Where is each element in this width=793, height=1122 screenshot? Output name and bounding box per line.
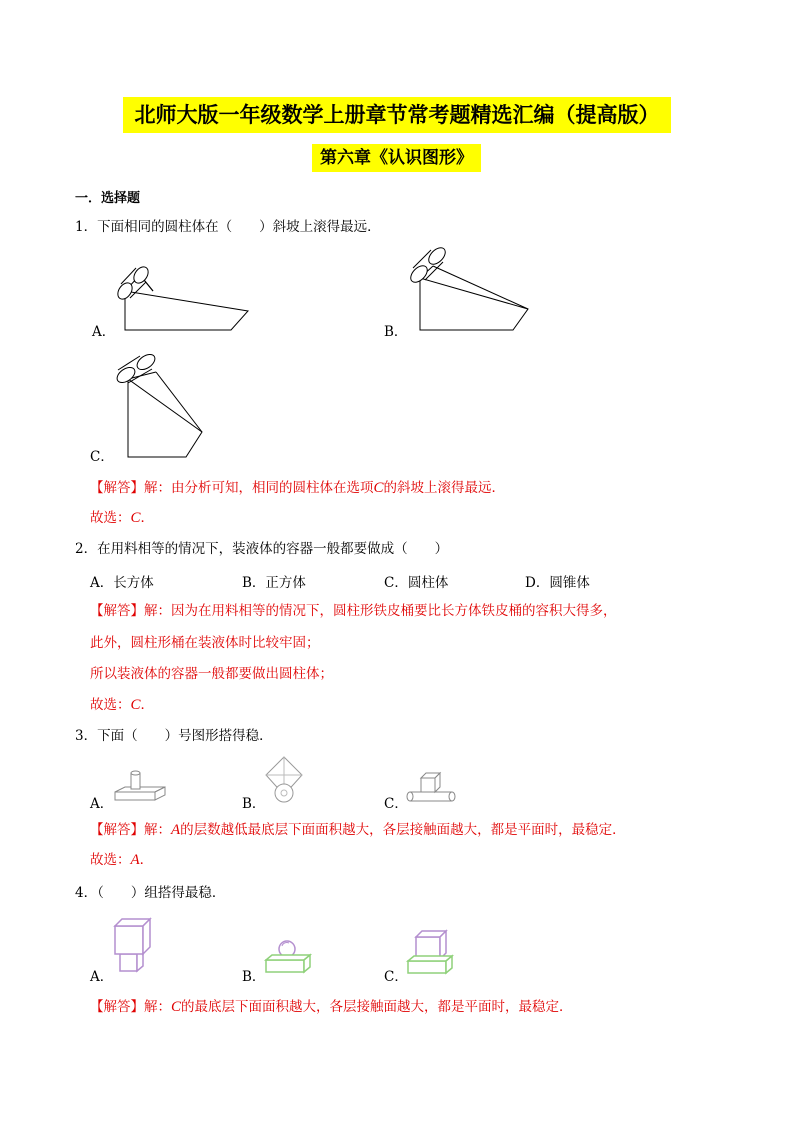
q2-option-d: D．圆锥体 <box>525 575 590 591</box>
q2-final <box>90 696 154 714</box>
answer-text: 解：由分析可知，相同的圆柱体在选项 <box>144 480 374 496</box>
q2-option-b: B．正方体 <box>242 575 306 591</box>
answer-text: 解：因为在用料相等的情况下，圆柱形铁皮桶要比长方体铁皮桶的容积大得多， <box>144 603 617 619</box>
answer-letter: C <box>171 999 182 1015</box>
final-tail: ． <box>140 510 155 526</box>
q3-answer <box>90 821 626 839</box>
final-tail: ． <box>140 697 155 713</box>
question-4-stem: 4．（ ）组搭得最稳． <box>75 885 226 901</box>
q1-option-a: A． <box>92 324 116 340</box>
q4-figure-a <box>113 916 158 976</box>
answer-letter: C <box>373 480 384 496</box>
q3-figure-b <box>262 755 312 805</box>
q2-answer-line2: 此外，圆柱形桶在装液体时比较牢固； <box>90 635 320 651</box>
final-prefix: 故选： <box>90 510 131 526</box>
question-2-stem: 2．在用料相等的情况下，装液体的容器一般都要做成（ ） <box>75 541 449 557</box>
document-title: 北师大版一年级数学上册章节常考题精选汇编（提高版） <box>123 97 671 133</box>
q2-option-a: A．长方体 <box>90 575 154 591</box>
q3-figure-c <box>405 770 460 805</box>
answer-tag: 【解答】 <box>90 999 144 1015</box>
answer-text: 的层数越低最底层下面面积越大，各层接触面越大，都是平面时，最稳定． <box>180 822 626 838</box>
final-letter: C <box>130 697 141 713</box>
q1-figure-b <box>403 246 538 336</box>
q4-figure-c <box>405 928 455 978</box>
question-3-stem: 3．下面（ ）号图形搭得稳． <box>75 728 273 744</box>
q1-option-b: B． <box>384 324 408 340</box>
answer-head: 解： <box>144 999 171 1015</box>
q3-option-b: B． <box>242 796 266 812</box>
answer-text: 的最底层下面面积越大，各层接触面越大，都是平面时，最稳定． <box>181 999 573 1015</box>
final-prefix: 故选： <box>90 697 131 713</box>
answer-tag: 【解答】 <box>90 822 144 838</box>
final-tail: ． <box>139 852 154 868</box>
q1-final <box>90 509 154 527</box>
q4-option-c: C． <box>384 969 408 985</box>
q1-figure-a <box>113 268 253 338</box>
final-prefix: 故选： <box>90 852 131 868</box>
question-1-stem: 1．下面相同的圆柱体在（ ）斜坡上滚得最远． <box>75 219 381 235</box>
q4-answer <box>90 998 573 1016</box>
q3-figure-a <box>113 770 168 805</box>
q3-option-c: C． <box>384 796 408 812</box>
answer-tag: 【解答】 <box>90 603 144 619</box>
q4-option-a: A． <box>90 969 114 985</box>
answer-tag: 【解答】 <box>90 480 144 496</box>
q1-figure-c <box>112 352 207 462</box>
final-letter: A <box>130 852 140 868</box>
q3-final <box>90 851 153 869</box>
q4-figure-b <box>263 938 313 978</box>
section-heading: 一．选择题 <box>75 191 141 206</box>
final-letter: C <box>130 510 141 526</box>
answer-letter: A <box>171 822 181 838</box>
q2-option-c: C．圆柱体 <box>384 575 449 591</box>
q1-answer <box>90 479 505 497</box>
q2-answer-line1 <box>90 602 617 620</box>
q4-option-b: B． <box>242 969 266 985</box>
answer-tail: 的斜坡上滚得最远． <box>383 480 506 496</box>
q2-answer-line3: 所以装液体的容器一般都要做出圆柱体； <box>90 666 333 682</box>
answer-head: 解： <box>144 822 171 838</box>
q1-option-c: C． <box>90 449 114 465</box>
chapter-subtitle: 第六章《认识图形》 <box>312 144 481 172</box>
q3-option-a: A． <box>90 796 114 812</box>
